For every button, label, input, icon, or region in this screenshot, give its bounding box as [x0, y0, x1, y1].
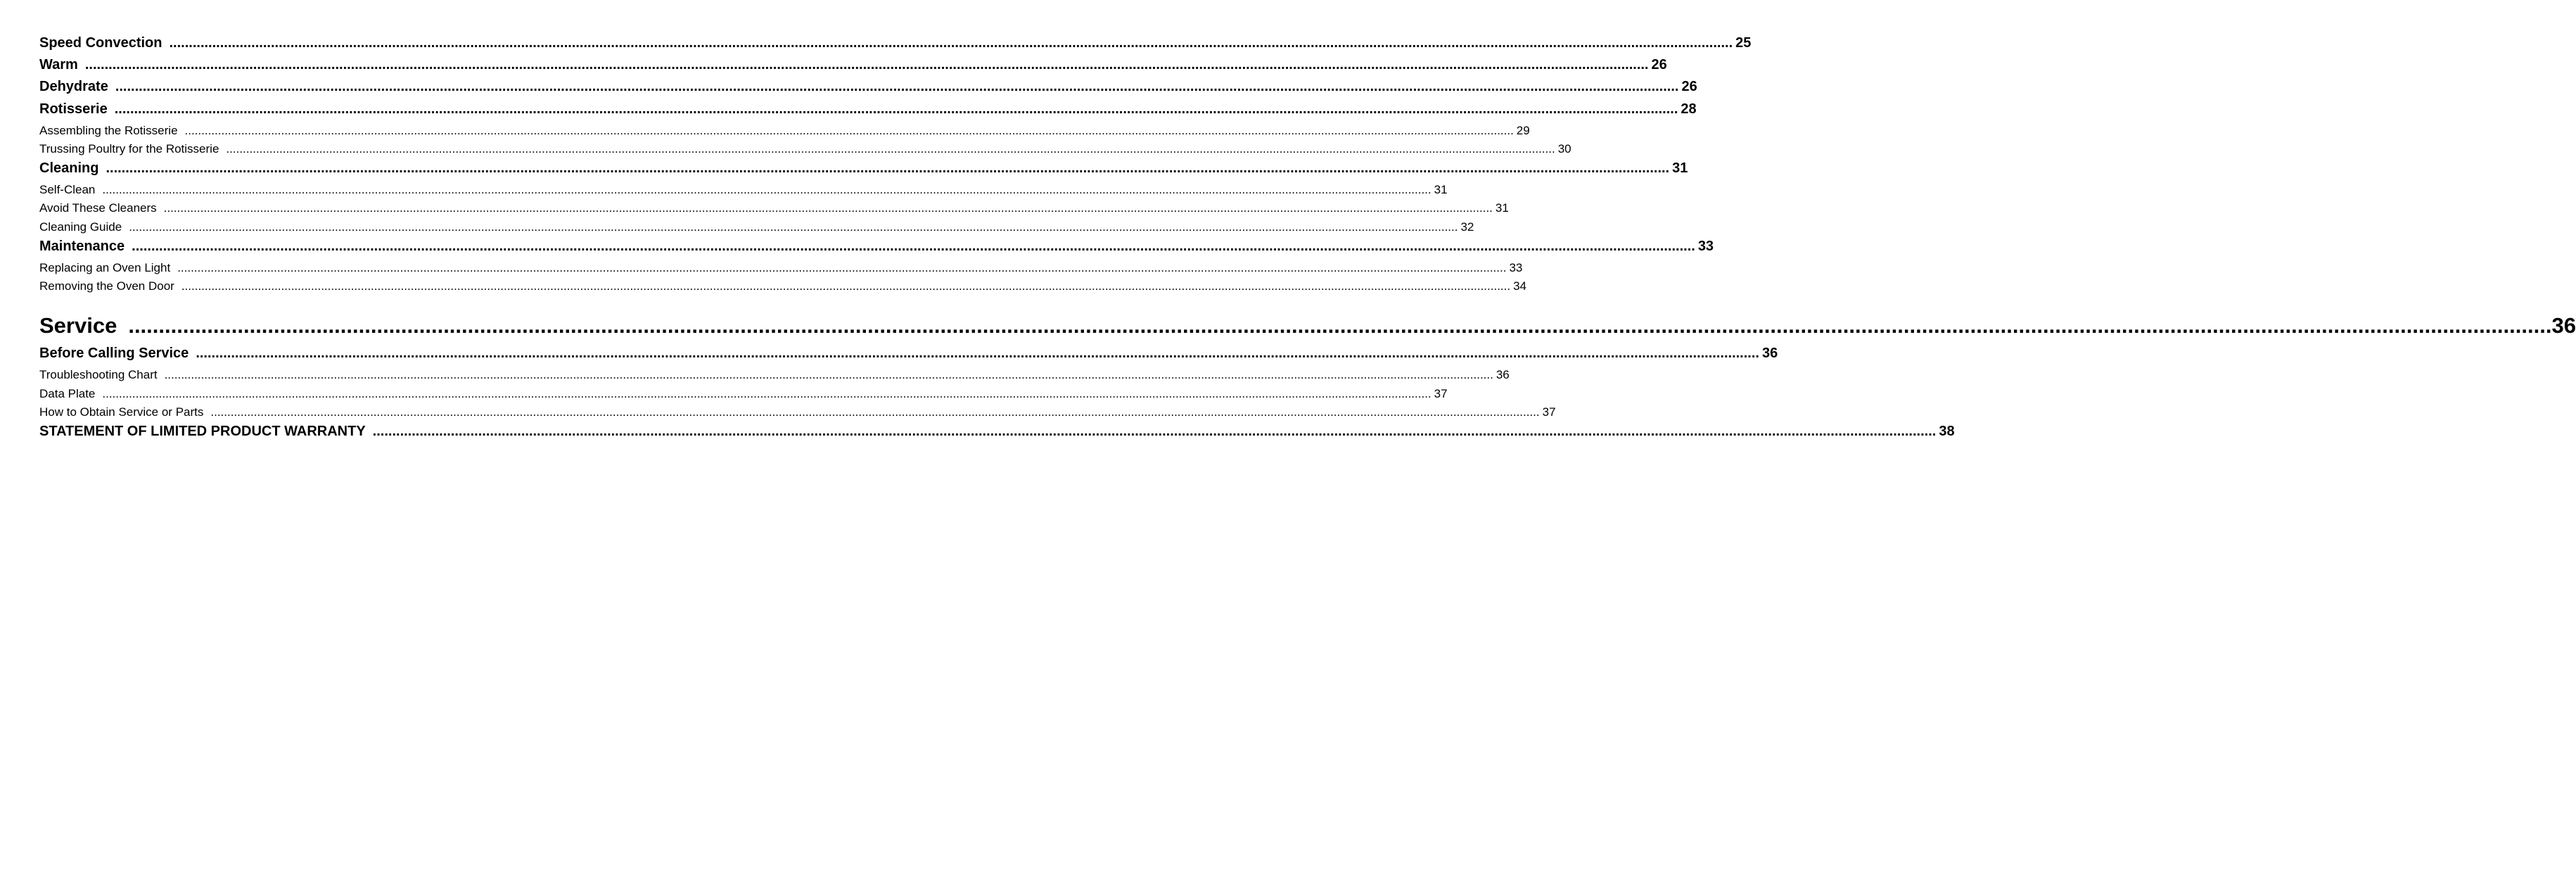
- toc-entry-title: Cleaning Guide: [39, 220, 122, 234]
- dot-leader: ................................................................................................................................................................................................................................................................................................................................................................................................................: [102, 183, 1432, 196]
- dot-leader: ................................................................................................................................................................................................................................................................................................................................................................................................................: [164, 368, 1493, 381]
- toc-entry-title: Troubleshooting Chart: [39, 368, 158, 381]
- toc-entry[interactable]: [39, 124, 1530, 138]
- toc-entry-title: Self-Clean: [39, 183, 96, 196]
- dot-leader: ................................................................................................................................................................................................................................................................................................................................................................................................................: [115, 79, 1679, 94]
- toc-entry-page: 33: [1509, 261, 1523, 274]
- toc-entry-page: 30: [1557, 142, 1571, 156]
- toc-section-title: Service: [39, 313, 117, 338]
- toc-entry-page: 26: [1681, 79, 1697, 94]
- toc-entry-page: 26: [1651, 57, 1667, 72]
- dot-leader: ................................................................................................................................................................................................................................................................................................................................................................................................................: [169, 35, 1733, 51]
- toc-entry[interactable]: [39, 35, 1752, 51]
- dot-leader: ................................................................................................................................................................................................................................................................................................................................................................................................................: [102, 387, 1432, 400]
- toc-entry-title: Warm: [39, 57, 78, 72]
- toc-entry[interactable]: [39, 405, 1556, 419]
- toc-entry-title: How to Obtain Service or Parts: [39, 405, 204, 419]
- toc-entry[interactable]: [39, 79, 1697, 95]
- toc-entry[interactable]: [39, 261, 1523, 275]
- toc-entry[interactable]: [39, 424, 1955, 440]
- toc-entry[interactable]: [39, 57, 1667, 73]
- dot-leader: ................................................................................................................................................................................................................................................................................................................................................................................................................: [84, 57, 1649, 72]
- toc-entry[interactable]: [39, 368, 1510, 382]
- dot-leader: ................................................................................................................................................................................................................................................................................................................................................................................................................: [128, 313, 2552, 338]
- toc-entry-page: 34: [1513, 279, 1527, 293]
- toc-entry-title: Assembling the Rotisserie: [39, 124, 178, 137]
- toc-entry-page: 25: [1735, 35, 1752, 51]
- toc-entry-title: Replacing an Oven Light: [39, 261, 171, 274]
- toc-entry[interactable]: [39, 183, 1448, 197]
- toc-entry-title: Removing the Oven Door: [39, 279, 174, 293]
- dot-leader: ................................................................................................................................................................................................................................................................................................................................................................................................................: [163, 201, 1493, 215]
- dot-leader: ................................................................................................................................................................................................................................................................................................................................................................................................................: [106, 160, 1670, 176]
- toc-entry-title: Trussing Poultry for the Rotisserie: [39, 142, 219, 156]
- dot-leader: ................................................................................................................................................................................................................................................................................................................................................................................................................: [177, 261, 1507, 274]
- toc-entry-page: 31: [1434, 183, 1448, 196]
- dot-leader: ................................................................................................................................................................................................................................................................................................................................................................................................................: [226, 142, 1555, 156]
- toc-section-page: 36: [2551, 313, 2576, 338]
- toc-entry-page: 37: [1434, 387, 1448, 400]
- toc-entry-title: Rotisserie: [39, 101, 108, 117]
- dot-leader: ................................................................................................................................................................................................................................................................................................................................................................................................................: [184, 124, 1514, 137]
- dot-leader: ................................................................................................................................................................................................................................................................................................................................................................................................................: [129, 220, 1458, 234]
- toc-entry-page: 38: [1939, 424, 1955, 439]
- toc-entry-page: 32: [1460, 220, 1474, 234]
- toc-entry-title: Speed Convection: [39, 35, 162, 51]
- toc-entry-page: 28: [1681, 101, 1697, 117]
- toc-entry-title: Dehydrate: [39, 79, 108, 94]
- dot-leader: ................................................................................................................................................................................................................................................................................................................................................................................................................: [196, 345, 1759, 361]
- toc-entry-page: 31: [1495, 201, 1509, 215]
- toc-entry-title: Maintenance: [39, 239, 125, 254]
- toc-entry[interactable]: [39, 387, 1448, 401]
- toc-entry-title: Data Plate: [39, 387, 96, 400]
- dot-leader: ................................................................................................................................................................................................................................................................................................................................................................................................................: [210, 405, 1540, 419]
- toc-entry-title: STATEMENT OF LIMITED PRODUCT WARRANTY: [39, 424, 366, 439]
- dot-leader: ................................................................................................................................................................................................................................................................................................................................................................................................................: [114, 101, 1678, 117]
- toc-entry[interactable]: [39, 220, 1474, 234]
- toc-entry-title: Before Calling Service: [39, 345, 189, 361]
- toc-entry[interactable]: [39, 201, 1509, 215]
- toc-entry-page: 31: [1672, 160, 1688, 176]
- toc-entry[interactable]: [39, 239, 1714, 255]
- toc-entry[interactable]: [39, 345, 1778, 362]
- toc-entry-page: 36: [1761, 345, 1778, 361]
- toc-entry-page: 29: [1516, 124, 1530, 137]
- toc-entry[interactable]: [39, 101, 1697, 118]
- toc-entry[interactable]: [39, 160, 1688, 177]
- toc-entry[interactable]: [39, 279, 1527, 293]
- dot-leader: ................................................................................................................................................................................................................................................................................................................................................................................................................: [181, 279, 1511, 293]
- toc-entry-page: 37: [1542, 405, 1556, 419]
- toc-entry-title: Avoid These Cleaners: [39, 201, 157, 215]
- toc-entry[interactable]: [39, 142, 1571, 156]
- toc-entry-title: Cleaning: [39, 160, 99, 176]
- toc-entry-page: 36: [1496, 368, 1510, 381]
- toc-section-entry[interactable]: [39, 313, 2576, 338]
- toc-entry-page: 33: [1697, 239, 1714, 254]
- dot-leader: ................................................................................................................................................................................................................................................................................................................................................................................................................: [372, 424, 1937, 439]
- dot-leader: ................................................................................................................................................................................................................................................................................................................................................................................................................: [132, 239, 1695, 254]
